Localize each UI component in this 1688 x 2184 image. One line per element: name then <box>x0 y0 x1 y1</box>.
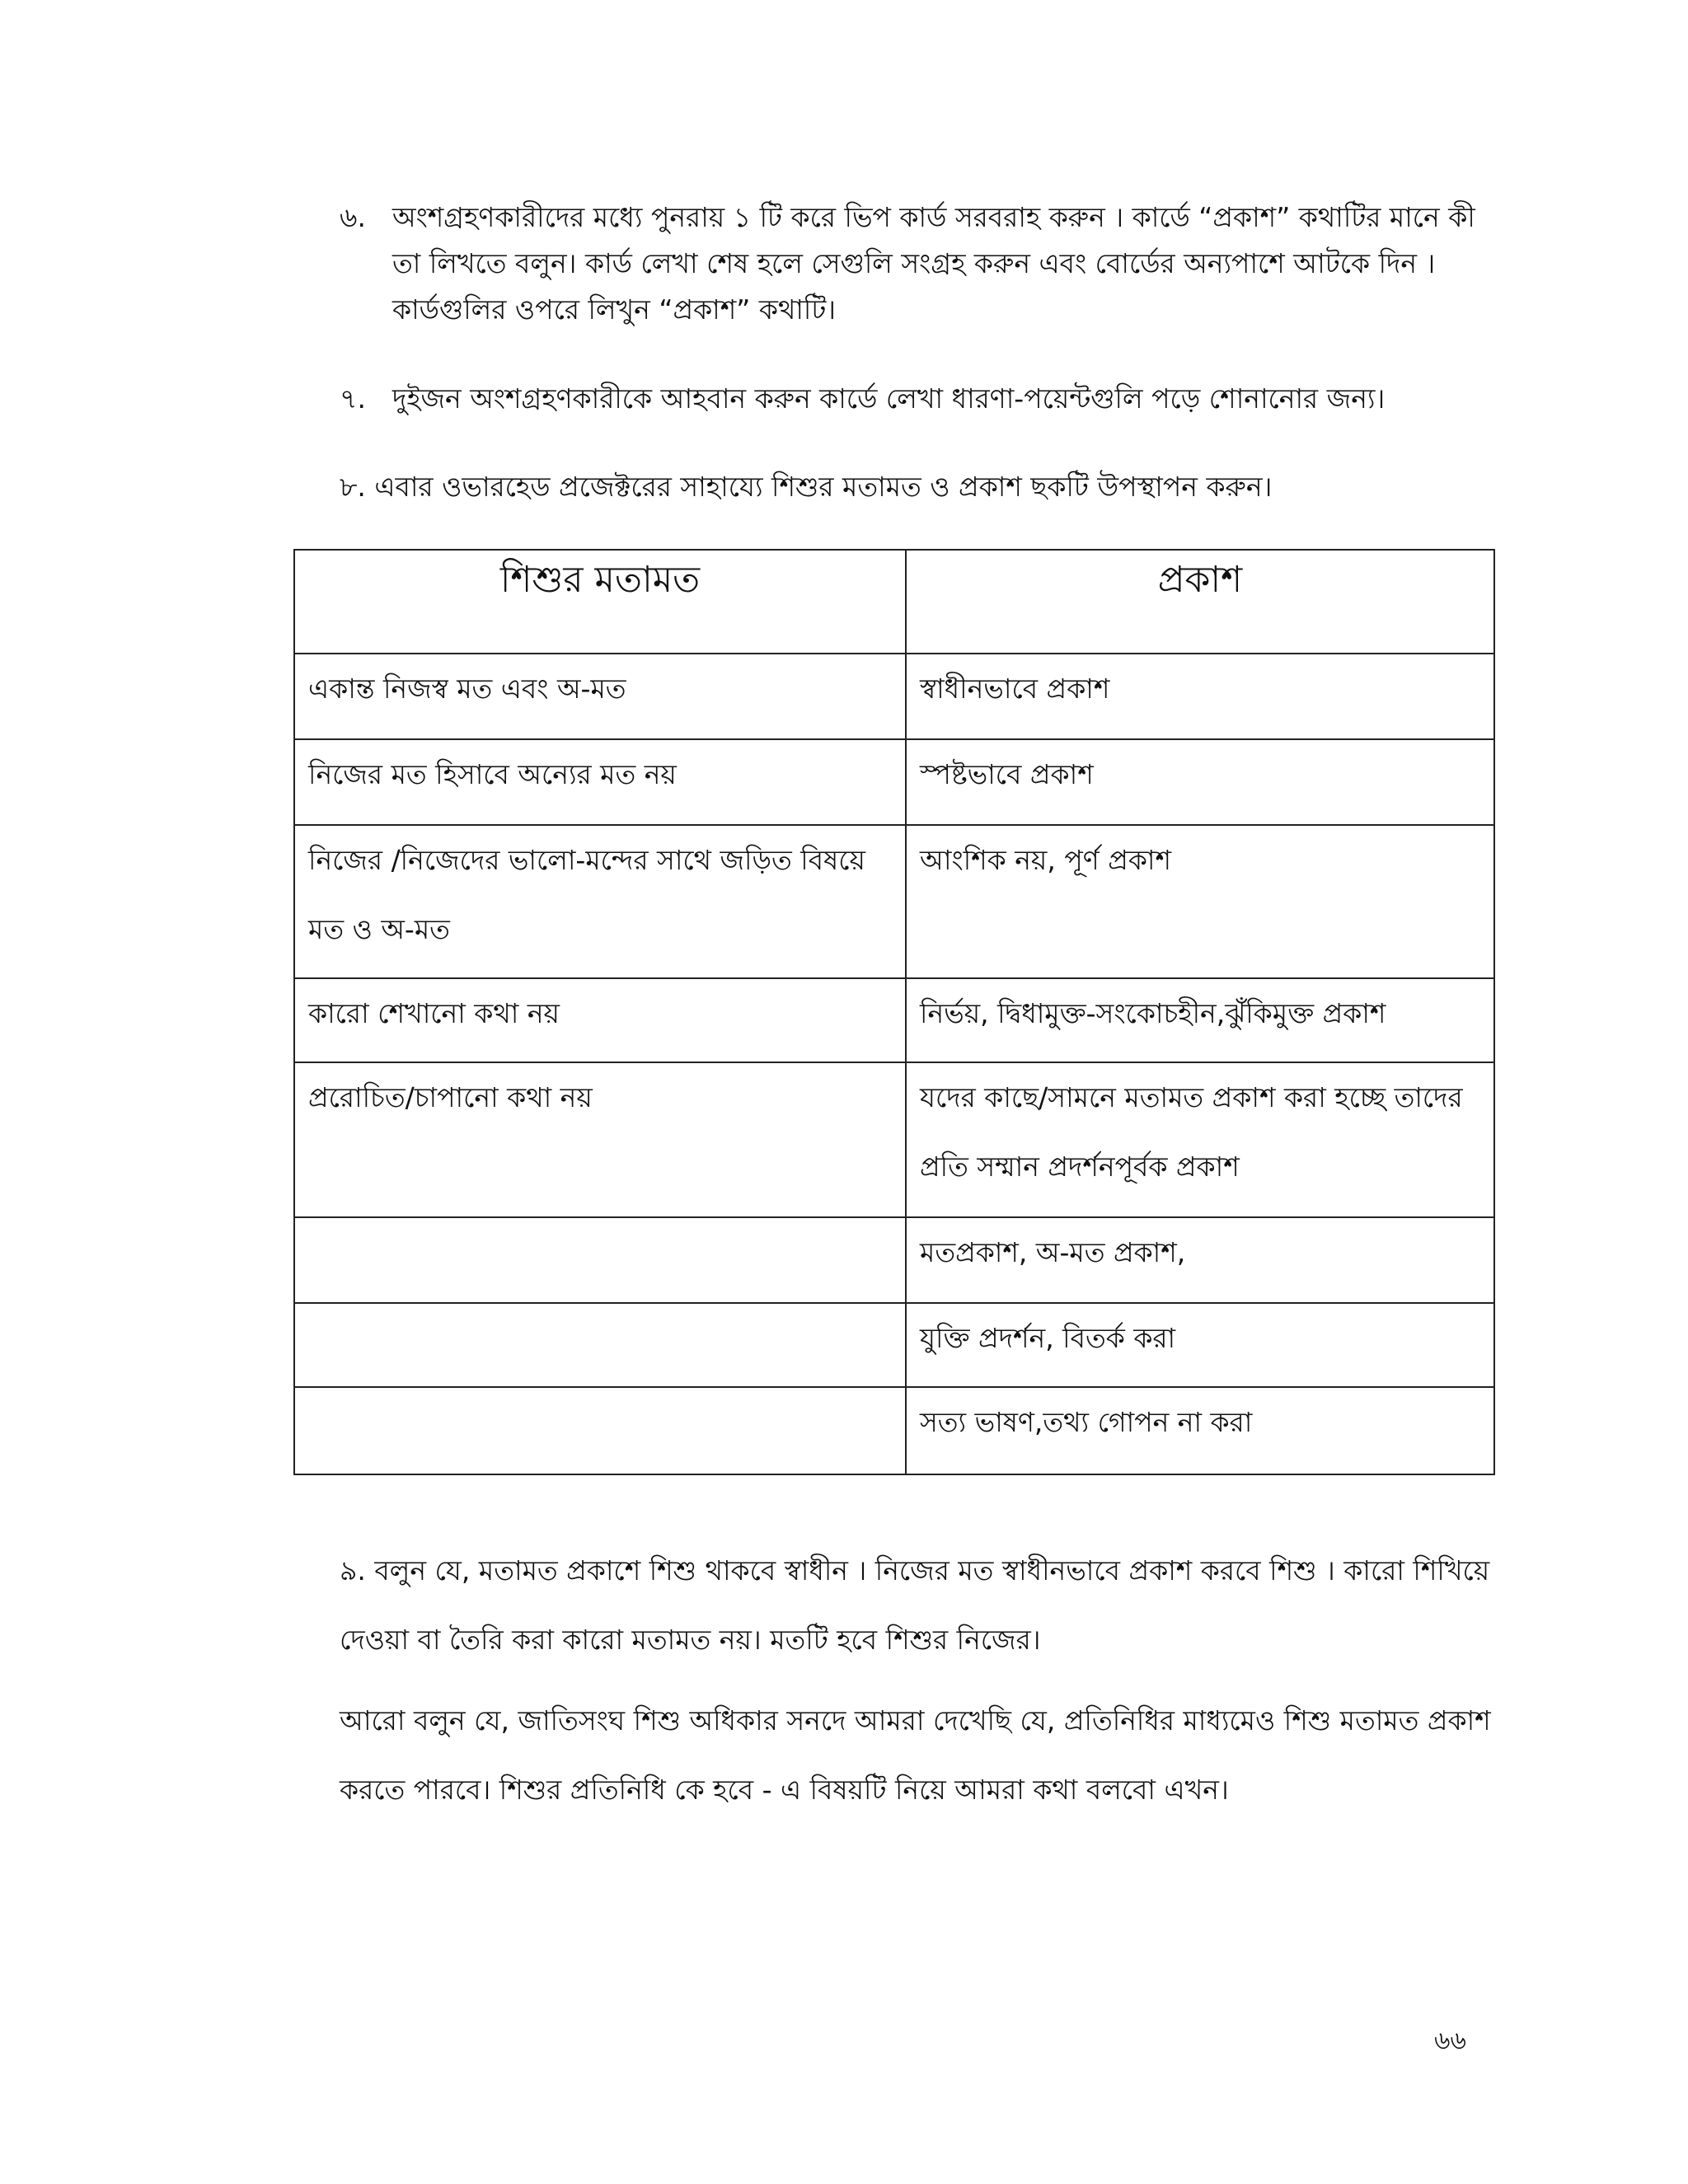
opinion-expression-table <box>293 549 1495 1475</box>
table-cell: প্ররোচিত/চাপানো কথা নয় <box>294 1062 906 1217</box>
table-row <box>294 1387 1494 1474</box>
table-row <box>294 739 1494 825</box>
table-cell: যদের কাছে/সামনে মতামত প্রকাশ করা হচ্ছে তাদের প্রতি সম্মান প্রদর্শনপূর্বক প্রকাশ <box>906 1062 1494 1217</box>
table-cell: স্বাধীনভাবে প্রকাশ <box>906 654 1494 739</box>
item-text: অংশগ্রহণকারীদের মধ্যে পুনরায় ১ টি করে ভিপ কার্ড সরবরাহ করুন । কার্ডে “প্রকাশ” কথাটির মানে কী তা লিখতে বলুন। কার্ড লেখা শেষ হলে সেগুলি সংগ্রহ করুন এবং বোর্ডের অন্যপাশে আটকে দিন । কার্ডগুলির ওপরে লিখুন “প্রকাশ” কথাটি। <box>392 201 1475 326</box>
table-row <box>294 1062 1494 1217</box>
instruction-item-6 <box>340 194 1493 333</box>
table-cell: নিজের মত হিসাবে অন্যের মত নয় <box>294 739 906 825</box>
table-cell: একান্ত নিজস্ব মত এবং অ-মত <box>294 654 906 739</box>
table-cell: কারো শেখানো কথা নয় <box>294 978 906 1062</box>
table-cell: নির্ভয়, দ্বিধামুক্ত-সংকোচহীন,ঝুঁকিমুক্ত প্রকাশ <box>906 978 1494 1062</box>
instruction-item-8 <box>340 464 1493 510</box>
table-header-row <box>294 550 1494 654</box>
instruction-continuation: আরো বলুন যে, জাতিসংঘ শিশু অধিকার সনদে আমরা দেখেছি যে, প্রতিনিধির মাধ্যমেও শিশু মতামত প্রকাশ করতে পারবে। শিশুর প্রতিনিধি কে হবে - এ বিষয়টি নিয়ে আমরা কথা বলবো এখন। <box>340 1704 1491 1806</box>
item-text: ৮. এবার ওভারহেড প্রজেক্টরের সাহায্যে শিশুর মতামত ও প্রকাশ ছকটি উপস্থাপন করুন। <box>340 471 1273 503</box>
item-number: ৬. <box>340 201 366 233</box>
table-cell: স্পষ্টভাবে প্রকাশ <box>906 739 1494 825</box>
table-row <box>294 825 1494 978</box>
table-cell <box>294 1217 906 1303</box>
table-cell: যুক্তি প্রদর্শন, বিতর্ক করা <box>906 1303 1494 1387</box>
table-cell: মতপ্রকাশ, অ-মত প্রকাশ, <box>906 1217 1494 1303</box>
instruction-item-9: ৯. বলুন যে, মতামত প্রকাশে শিশু থাকবে স্বাধীন । নিজের মত স্বাধীনভাবে প্রকাশ করবে শিশু । কারো শিখিয়ে দেওয়া বা তৈরি করা কারো মতামত নয়। মতটি হবে শিশুর নিজের। <box>340 1554 1490 1656</box>
table-row <box>294 978 1494 1062</box>
table-cell: নিজের /নিজেদের ভালো-মন্দের সাথে জড়িত বিষয়ে মত ও অ-মত <box>294 825 906 978</box>
table-cell <box>294 1387 906 1474</box>
table-cell: আংশিক নয়, পূর্ণ প্রকাশ <box>906 825 1494 978</box>
item-text: দুইজন অংশগ্রহণকারীকে আহবান করুন কার্ডে লেখা ধারণা-পয়েন্টগুলি পড়ে শোনানোর জন্য। <box>392 382 1386 415</box>
column-header: প্রকাশ <box>906 550 1494 654</box>
table-cell <box>294 1303 906 1387</box>
item-number: ৭. <box>340 382 366 415</box>
table-row <box>294 1303 1494 1387</box>
column-header: শিশুর মতামত <box>294 550 906 654</box>
instruction-item-7 <box>340 376 1493 422</box>
table-cell: সত্য ভাষণ,তথ্য গোপন না করা <box>906 1387 1494 1474</box>
table-row <box>294 654 1494 739</box>
table-row <box>294 1217 1494 1303</box>
page-number: ৬৬ <box>1434 2027 1467 2055</box>
